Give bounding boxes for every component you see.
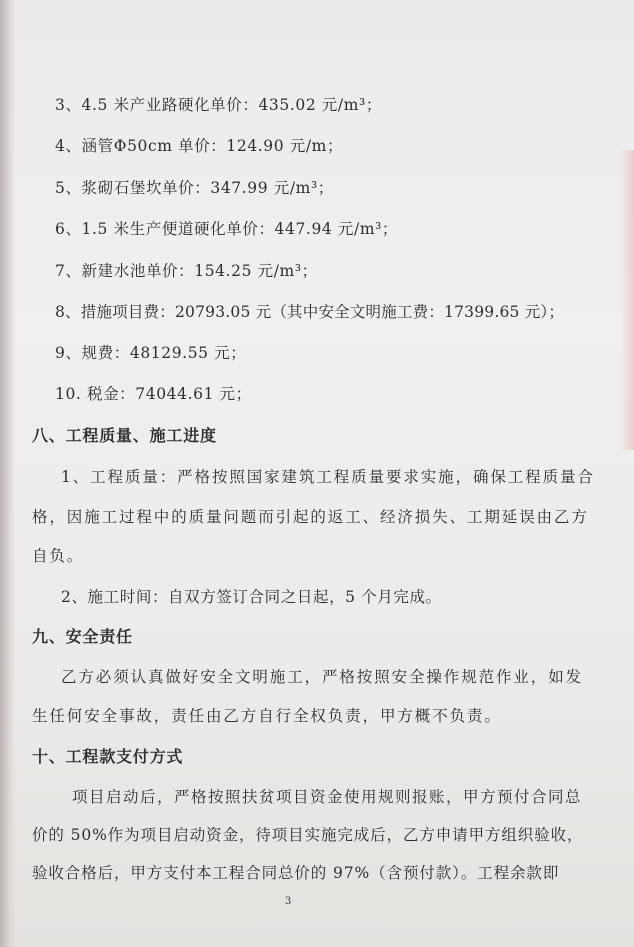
quality-line-1: 1、工程质量：严格按照国家建筑工程质量要求实施，确保工程质量合	[61, 468, 595, 486]
section-8-heading: 八、工程质量、施工进度	[32, 426, 217, 445]
list-item-10: 10. 税金：74044.61 元；	[55, 385, 252, 403]
quality-line-2: 格，因施工过程中的质量问题而引起的返工、经济损失、工期延误由乙方	[32, 508, 589, 526]
list-item-9: 9、规费：48129.55 元；	[55, 344, 247, 362]
section-9-heading: 九、安全责任	[32, 627, 133, 646]
schedule-line: 2、施工时间：自双方签订合同之日起，5 个月完成。	[61, 588, 442, 606]
safety-line-2: 生任何安全事故，责任由乙方自行全权负责，甲方概不负责。	[32, 707, 502, 725]
list-item-3: 3、4.5 米产业路硬化单价：435.02 元/m³；	[55, 96, 382, 114]
payment-line-2: 价的 50%作为项目启动资金，待项目实施完成后，乙方申请甲方组织验收，	[32, 826, 584, 844]
payment-line-3: 验收合格后，甲方支付本工程合同总价的 97%（含预付款）。工程余款即	[32, 864, 560, 882]
seal-bleed-through	[620, 150, 634, 450]
payment-line-1: 项目启动后，严格按照扶贫项目资金使用规则报账，甲方预付合同总	[72, 788, 583, 806]
page-fold-shadow	[0, 0, 16, 947]
quality-line-3: 自负。	[32, 547, 85, 565]
section-10-heading: 十、工程款支付方式	[32, 747, 184, 766]
list-item-4: 4、涵管Φ50cm 单价：124.90 元/m；	[55, 137, 344, 155]
list-item-6: 6、1.5 米生产便道硬化单价：447.94 元/m³；	[55, 220, 399, 238]
list-item-7: 7、新建水池单价：154.25 元/m³；	[55, 262, 318, 280]
safety-line-1: 乙方必须认真做好安全文明施工，严格按照安全操作规范作业，如发	[61, 668, 584, 686]
list-item-5: 5、浆砌石堡坎单价：347.99 元/m³；	[55, 179, 334, 197]
page-number: 3	[285, 896, 292, 907]
list-item-8: 8、措施项目费：20793.05 元（其中安全文明施工费：17399.65 元）；	[55, 303, 565, 321]
